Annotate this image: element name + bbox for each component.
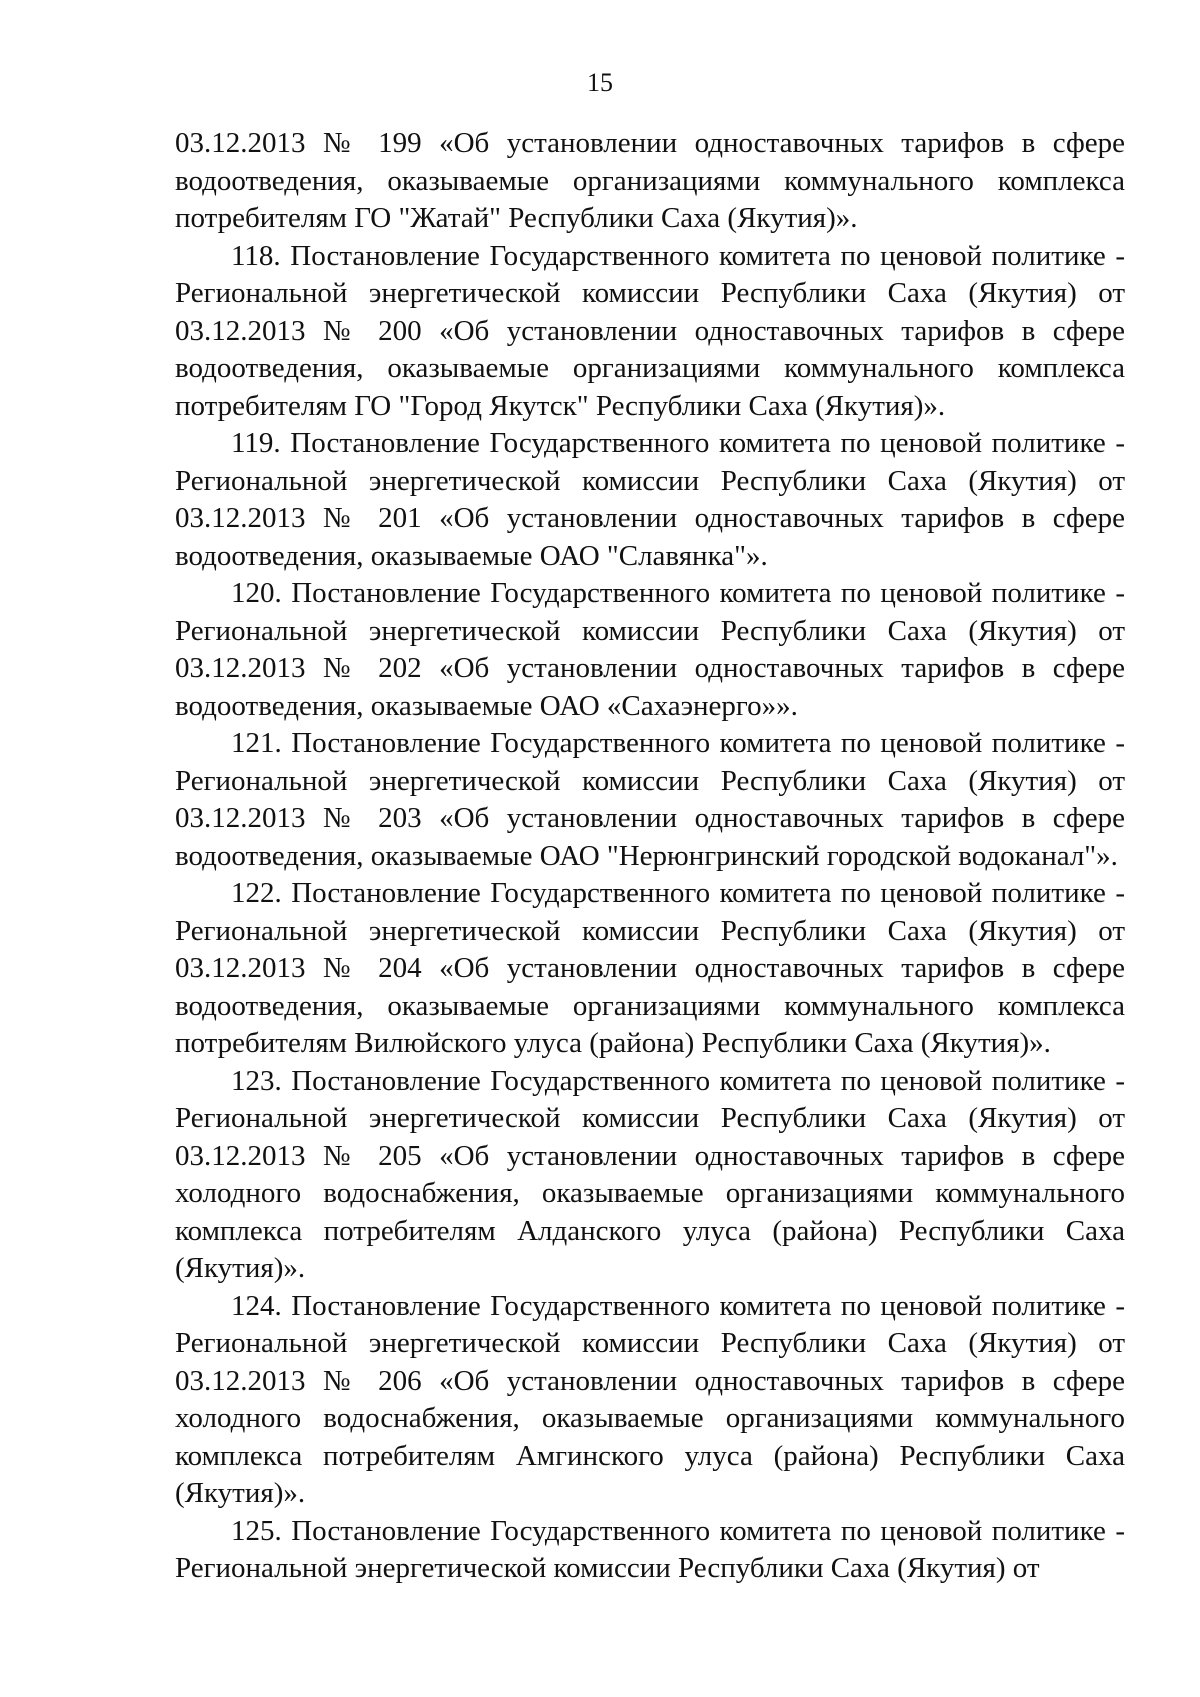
list-item-124: 124. Постановление Государственного комитета по ценовой политике - Региональной энергетической комиссии Республики Саха (Якутия) от 03.12.2013 № 206 «Об установлении одноставочных тарифов в сфере холодного водоснабжения, оказываемые организациями коммунального комплекса потребителям Амгинского улуса (района) Республики Саха (Якутия)». (175, 1289, 1125, 1509)
page-number: 15 (587, 68, 613, 97)
list-item-118: 118. Постановление Государственного комитета по ценовой политике - Региональной энергетической комиссии Республики Саха (Якутия) от 03.12.2013 № 200 «Об установлении одноставочных тарифов в сфере водоотведения, оказываемые организациями коммунального комплекса потребителям ГО "Город Якутск" Республики Саха (Якутия)». (175, 239, 1125, 422)
list-item-119: 119. Постановление Государственного комитета по ценовой политике - Региональной энергетической комиссии Республики Саха (Якутия) от 03.12.2013 № 201 «Об установлении одноставочных тарифов в сфере водоотведения, оказываемые ОАО "Славянка"». (175, 427, 1125, 572)
list-item-120: 120. Постановление Государственного комитета по ценовой политике - Региональной энергетической комиссии Республики Саха (Якутия) от 03.12.2013 № 202 «Об установлении одноставочных тарифов в сфере водоотведения, оказываемые ОАО «Сахаэнерго»». (175, 577, 1125, 722)
list-item-121: 121. Постановление Государственного комитета по ценовой политике - Региональной энергетической комиссии Республики Саха (Якутия) от 03.12.2013 № 203 «Об установлении одноставочных тарифов в сфере водоотведения, оказываемые ОАО "Нерюнгринский городской водоканал"». (175, 727, 1125, 872)
list-item-125: 125. Постановление Государственного комитета по ценовой политике - Региональной энергетической комиссии Республики Саха (Якутия) от (175, 1514, 1125, 1584)
paragraph-continuation-199: 03.12.2013 № 199 «Об установлении одноставочных тарифов в сфере водоотведения, оказываемые организациями коммунального комплекса потребителям ГО "Жатай" Республики Саха (Якутия)». (175, 127, 1125, 234)
list-item-123: 123. Постановление Государственного комитета по ценовой политике - Региональной энергетической комиссии Республики Саха (Якутия) от 03.12.2013 № 205 «Об установлении одноставочных тарифов в сфере холодного водоснабжения, оказываемые организациями коммунального комплекса потребителям Алданского улуса (района) Республики Саха (Якутия)». (175, 1064, 1125, 1284)
list-item-122: 122. Постановление Государственного комитета по ценовой политике - Региональной энергетической комиссии Республики Саха (Якутия) от 03.12.2013 № 204 «Об установлении одноставочных тарифов в сфере водоотведения, оказываемые организациями коммунального комплекса потребителям Вилюйского улуса (района) Республики Саха (Якутия)». (175, 877, 1125, 1059)
document-body (175, 125, 1125, 1588)
